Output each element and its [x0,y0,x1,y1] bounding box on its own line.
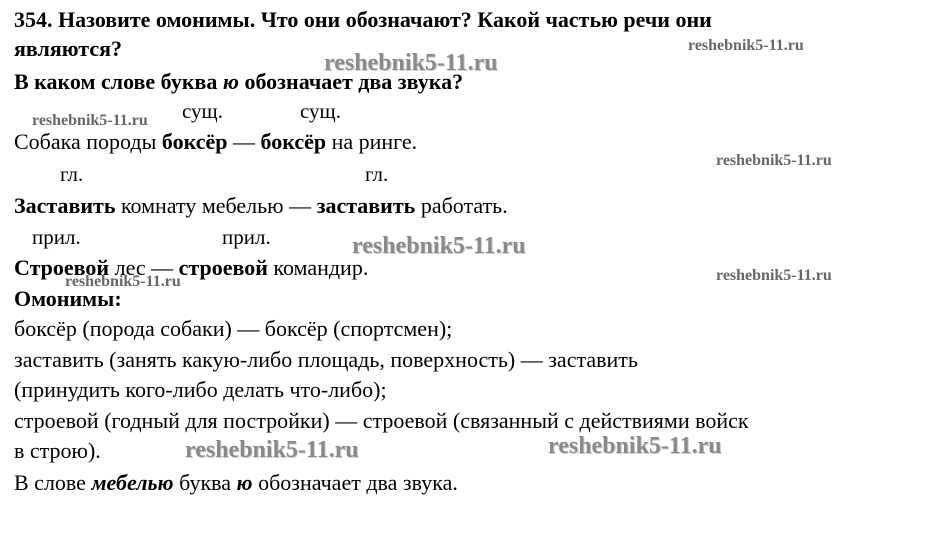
task-heading-line1: 354. Назовите омонимы. Что они обозначают? Какой частью речи они [14,7,712,32]
example-2-tail: работать. [415,193,508,218]
example-1 [14,129,417,155]
pos-label-noun-2: сущ. [300,99,341,123]
watermark-text: reshebnik5-11.ru [32,112,148,129]
homonyms-line-3: (принудить кого-либо делать что-либо); [14,377,387,402]
task-heading-line2: являются? [14,36,123,61]
conclusion-word: мебелью [91,470,174,495]
example-1-homonym-2: боксёр [260,129,327,154]
example-3-tail: командир. [267,255,369,280]
conclusion-part-b: буква [173,470,237,495]
homonyms-line-4: строевой (годный для постройки) — строевой (связанный с действиями войск [14,408,749,433]
example-3-homonym-1: Строевой [14,255,110,280]
watermark-text: reshebnik5-11.ru [716,267,832,284]
watermark-text: reshebnik5-11.ru [688,37,804,54]
example-2-mid: комнату мебелью — [115,193,317,218]
homonyms-title: Омонимы: [14,286,122,311]
example-2 [14,193,508,219]
example-1-dash: — [227,129,261,154]
conclusion-part-c: обозначает два звука. [252,470,458,495]
watermark-text: reshebnik5-11.ru [352,233,526,259]
pos-label-verb-1: гл. [60,162,84,186]
watermark-text: reshebnik5-11.ru [185,437,359,463]
pos-label-noun-1: сущ. [182,99,223,123]
watermark-text: reshebnik5-11.ru [65,273,181,290]
homonyms-line-5: в строю). [14,438,101,463]
homonyms-line-2: заставить (занять какую-либо площадь, поверхность) — заставить [14,347,638,372]
example-2-homonym-1: Заставить [14,193,116,218]
watermark-text: reshebnik5-11.ru [324,50,498,76]
question-part-b: обозначает два звука? [238,69,464,94]
pos-label-adj-1: прил. [32,225,81,249]
question-letter: ю [222,69,239,94]
conclusion-part-a: В слове [14,470,92,495]
question-part-a: В каком слове буква [14,69,223,94]
example-1-tail: на ринге. [326,129,418,154]
homonyms-line-1: боксёр (порода собаки) — боксёр (спортсмен); [14,316,453,341]
conclusion-letter: ю [236,470,253,495]
example-3-homonym-2: строевой [178,255,268,280]
example-2-homonym-2: заставить [316,193,416,218]
pos-label-adj-2: прил. [222,225,271,249]
example-1-intro: Собака породы [14,129,162,154]
watermark-text: reshebnik5-11.ru [548,433,722,459]
example-3-mid: лес — [109,255,179,280]
watermark-text: reshebnik5-11.ru [716,152,832,169]
conclusion [14,470,458,496]
pos-label-verb-2: гл. [365,162,389,186]
example-1-homonym-1: боксёр [161,129,228,154]
